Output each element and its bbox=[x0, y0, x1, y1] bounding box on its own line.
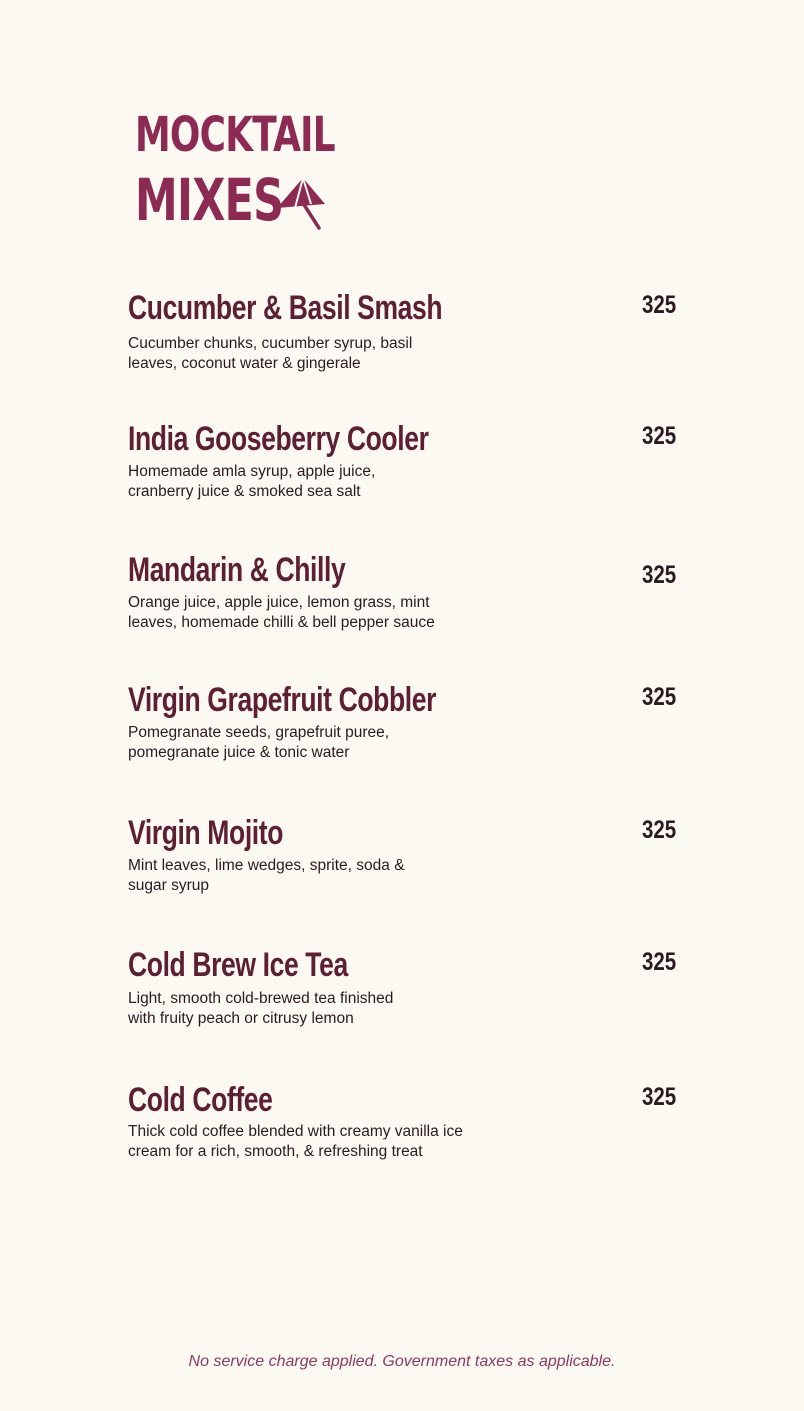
item-name: Cucumber & Basil Smash bbox=[128, 289, 443, 327]
section-title-line1: MOCKTAIL bbox=[135, 106, 335, 163]
item-price: 325 bbox=[642, 291, 677, 319]
item-description-line: leaves, coconut water & gingerale bbox=[128, 355, 361, 372]
item-description-line: Mint leaves, lime wedges, sprite, soda & bbox=[128, 857, 405, 874]
item-description-line: Orange juice, apple juice, lemon grass, mint bbox=[128, 594, 430, 611]
item-price: 325 bbox=[642, 561, 677, 589]
item-description-line: Pomegranate seeds, grapefruit puree, bbox=[128, 724, 390, 741]
item-description bbox=[128, 593, 498, 633]
item-description-line: pomegranate juice & tonic water bbox=[128, 744, 350, 761]
item-price: 325 bbox=[642, 1083, 677, 1111]
item-name: Virgin Mojito bbox=[128, 814, 284, 852]
item-description-line: Thick cold coffee blended with creamy vanilla ice bbox=[128, 1123, 463, 1140]
item-name: Mandarin & Chilly bbox=[128, 551, 346, 589]
item-price: 325 bbox=[642, 948, 677, 976]
item-description-line: leaves, homemade chilli & bell pepper sauce bbox=[128, 614, 435, 631]
item-description-line: cream for a rich, smooth, & refreshing treat bbox=[128, 1143, 423, 1160]
footer-note: No service charge applied. Government taxes as applicable. bbox=[188, 1353, 616, 1370]
item-description bbox=[128, 334, 498, 374]
item-description bbox=[128, 1122, 518, 1162]
item-description-line: cranberry juice & smoked sea salt bbox=[128, 483, 361, 500]
item-description bbox=[128, 462, 498, 502]
item-name: Cold Brew Ice Tea bbox=[128, 946, 348, 984]
item-description bbox=[128, 989, 498, 1029]
item-description-line: Light, smooth cold-brewed tea finished bbox=[128, 990, 394, 1007]
item-price: 325 bbox=[642, 422, 677, 450]
item-description bbox=[128, 723, 498, 763]
item-description-line: Cucumber chunks, cucumber syrup, basil bbox=[128, 335, 413, 352]
item-description bbox=[128, 856, 498, 896]
cocktail-umbrella-icon bbox=[273, 174, 329, 232]
item-description-line: sugar syrup bbox=[128, 877, 209, 894]
item-description-line: with fruity peach or citrusy lemon bbox=[128, 1010, 354, 1027]
item-name: Cold Coffee bbox=[128, 1081, 273, 1119]
section-title-line2: MIXES bbox=[135, 166, 284, 234]
menu-section-logo bbox=[133, 106, 333, 236]
item-name: India Gooseberry Cooler bbox=[128, 420, 429, 458]
item-price: 325 bbox=[642, 816, 677, 844]
item-name: Virgin Grapefruit Cobbler bbox=[128, 681, 437, 719]
item-price: 325 bbox=[642, 683, 677, 711]
item-description-line: Homemade amla syrup, apple juice, bbox=[128, 463, 376, 480]
